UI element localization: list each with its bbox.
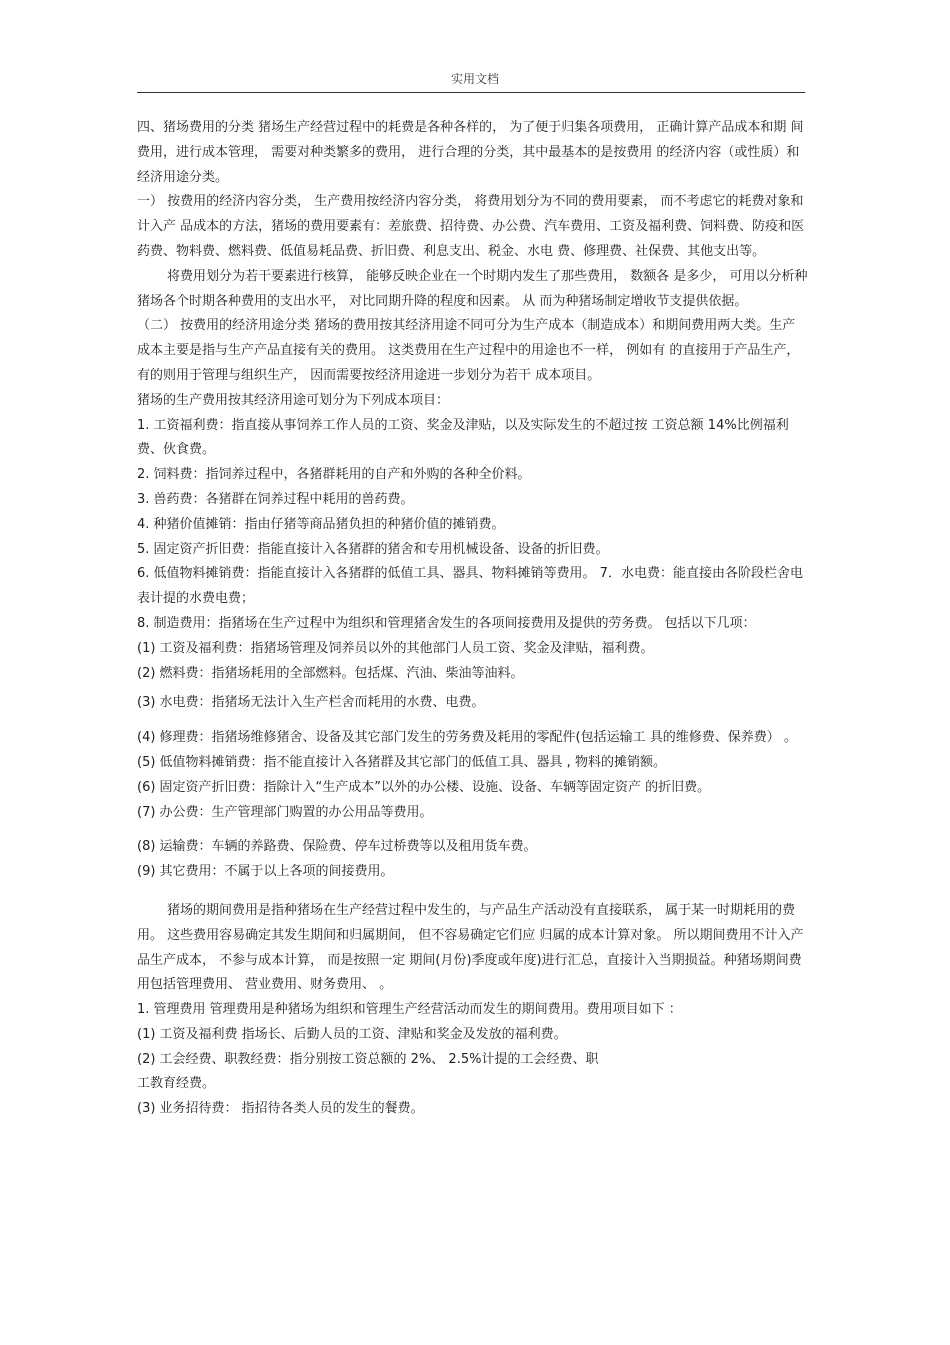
economic-content-paragraph: 一） 按费用的经济内容分类， 生产费用按经济内容分类， 将费用划分为不同的费用要素， 而不考虑它的耗费对象和计入产 品成本的方法，猪场的费用要素有：差旅费、招待费、办公费、汽车费用、工资及福利费、饲料费、防疫和医药费、物料费、燃料费、低值易耗品费、折旧费、利息支出、税金、水电 费、修理费、社保费、其他支出等。 [137, 194, 805, 259]
list-item: 2. 饲料费：指饲养过程中，各猪群耗用的自产和外购的各种全价料。 [137, 467, 531, 483]
sub-list-item: (7) 办公费：生产管理部门购置的办公用品等费用。 [137, 804, 433, 820]
sub-list-item: (3) 业务招待费： 指招待各类人员的发生的餐费。 [137, 1101, 424, 1117]
sub-list-item: (9) 其它费用：不属于以上各项的间接费用。 [137, 864, 394, 880]
list-item: 1. 管理费用 管理费用是种猪场为组织和管理生产经营活动而发生的期间费用。费用项目如下 ： [137, 1002, 682, 1018]
header-divider [137, 92, 805, 93]
list-item: 5. 固定资产折旧费：指能直接计入各猪群的猪舍和专用机械设备、设备的折旧费。 [137, 541, 609, 557]
list-item: 3. 兽药费：各猪群在饲养过程中耗用的兽药费。 [137, 491, 414, 507]
list-item: 1. 工资福利费：指直接从事饲养工作人员的工资、奖金及津贴，以及实际发生的不超过按 工资总额 14%比例福利费、伙食费。 [137, 417, 789, 458]
sub-list-item: (1) 工资及福利费：指猪场管理及饲养员以外的其他部门人员工资、奖金及津贴，福利费。 [137, 640, 654, 656]
list-item: 4. 种猪价值摊销：指由仔猪等商品猪负担的种猪价值的摊销费。 [137, 516, 505, 532]
sub-list-item: (6) 固定资产折旧费：指除计入“生产成本”以外的办公楼、设施、设备、车辆等固定资产 的折旧费。 [137, 779, 711, 795]
list-item: 6. 低值物料摊销费：指能直接计入各猪群的低值工具、器具、物料摊销等费用。 7．水电费：能直接由各阶段栏舍电表计提的水费电费； [137, 566, 803, 607]
sub-list-item: (8) 运输费：车辆的养路费、保险费、停车过桥费等以及租用货车费。 [137, 839, 537, 855]
sub-list-item: (1) 工资及福利费 指场长、后勤人员的工资、津贴和奖金及发放的福利费。 [137, 1026, 567, 1042]
sub-list-item: (2) 工会经费、职教经费：指分别按工资总额的 2%、 2.5%计提的工会经费、职 [137, 1051, 599, 1067]
period-expense-paragraph: 猪场的期间费用是指种猪场在生产经营过程中发生的，与产品生产活动没有直接联系， 属于某一时期耗用的费用。 这些费用容易确定其发生期间和归属期间， 但不容易确定它们应 归属的成本计算对象。 所以期间费用不计入产品生产成本， 不参与成本计算， 而是按照一定 期间(月份)季度或年度)进行汇总，直接计入当期损益。种猪场期间费用包括管理费用、 营业费用、财务费用、 。 [137, 902, 804, 993]
sub-list-item: (4) 修理费：指猪场维修猪舍、设备及其它部门发生的劳务费及耗用的零配件(包括运输工 具的维修费、保养费） 。 [137, 730, 797, 746]
economic-use-paragraph: （二） 按费用的经济用途分类 猪场的费用按其经济用途不同可分为生产成本（制造成本）和期间费用两大类。生产 成本主要是指与生产产品直接有关的费用。 这类费用在生产过程中的用途也不一样， 例如有 的直接用于产品生产， 有的则用于管理与组织生产， 因而需要按经济用途进一步划分为若干 成本项目。 [137, 318, 800, 383]
section-intro-paragraph: 四、猪场费用的分类 猪场生产经营过程中的耗费是各种各样的， 为了便于归集各项费用， 正确计算产品成本和期 间费用，进行成本管理， 需要对种类繁多的费用， 进行合理的分类，其中最基本的是按费用 的经济内容（或性质）和经济用途分类。 [137, 120, 804, 185]
cost-items-intro: 猪场的生产费用按其经济用途可划分为下列成本项目： [137, 392, 450, 408]
sub-list-item: (5) 低值物料摊销费：指不能直接计入各猪群及其它部门的低值工具、器具 , 物料的摊销额。 [137, 754, 666, 770]
document-body [137, 116, 809, 1122]
analysis-paragraph: 将费用划分为若干要素进行核算， 能够反映企业在一个时期内发生了那些费用， 数额各 是多少， 可用以分析种猪场各个时期各种费用的支出水平， 对比同期升降的程度和因素。 从 而为种猪场制定增收节支提供依据。 [137, 268, 808, 309]
list-item: 8. 制造费用：指猪场在生产过程中为组织和管理猪舍发生的各项间接费用及提供的劳务费。 包括以下几项： [137, 615, 756, 631]
sub-list-item-continuation: 工教育经费。 [137, 1076, 216, 1092]
sub-list-item: (2) 燃料费：指猪场耗用的全部燃料。包括煤、汽油、柴油等油料。 [137, 665, 524, 681]
page-header: 实用文档 [450, 72, 499, 86]
sub-list-item: (3) 水电费：指猪场无法计入生产栏舍而耗用的水费、电费。 [137, 695, 485, 711]
